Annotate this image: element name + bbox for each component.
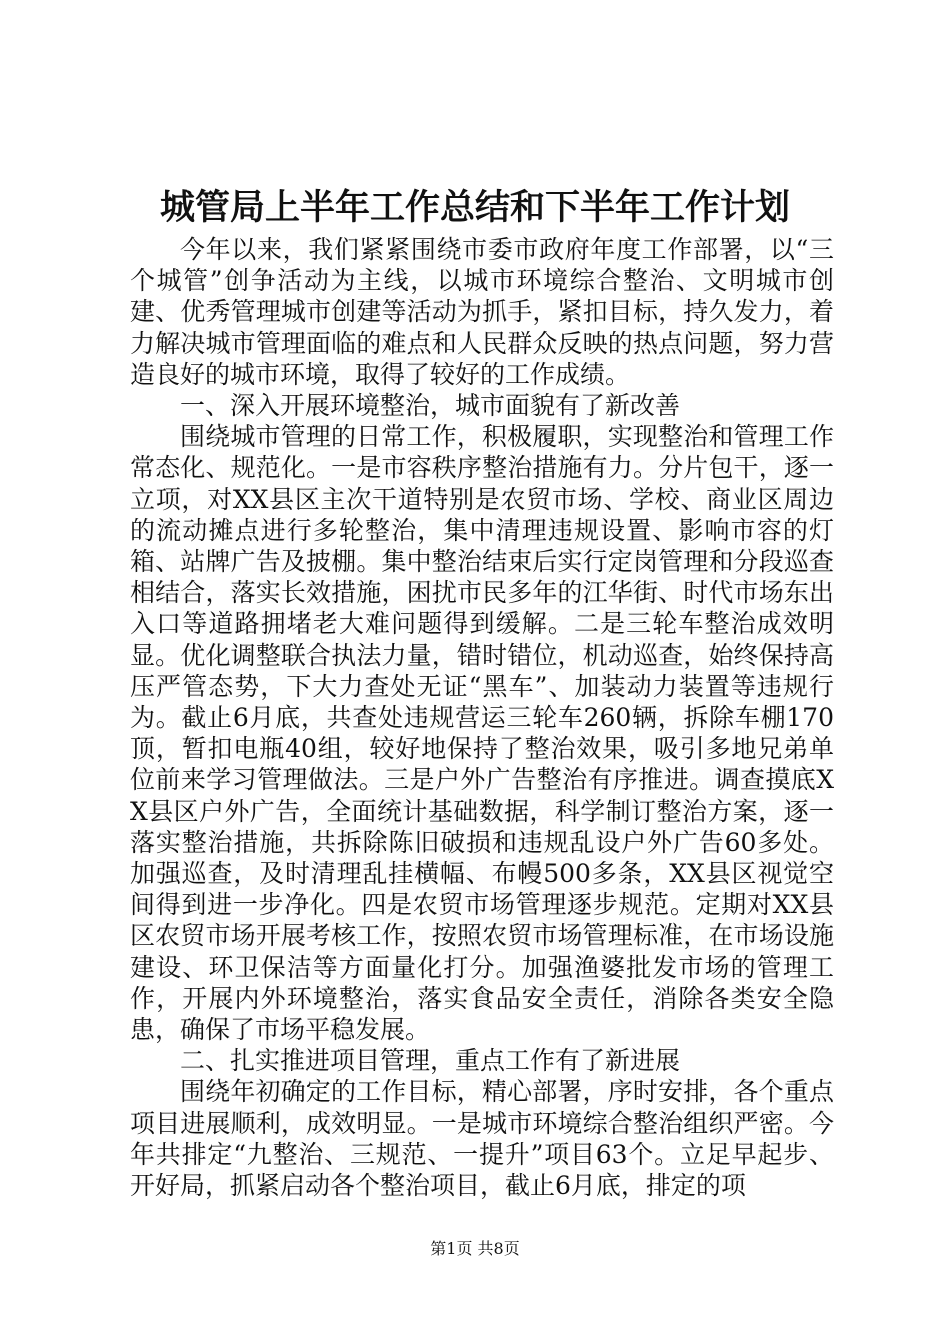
document-title: 城管局上半年工作总结和下半年工作计划 [159,187,790,228]
document-body [130,234,834,1201]
section-heading-2: 二、扎实推进项目管理，重点工作有了新进展 [180,1046,681,1076]
section-2-paragraph: 围绕年初确定的工作目标，精心部署，序时安排，各个重点项目进展顺利，成效明显。一是城市环境综合整治组织严密。今年共排定“九整治、三规范、一提升”项目63个。立足早起步、开好局，抓紧启动各个整治项目，截止6月底，排定的项 [130,1077,834,1201]
intro-paragraph: 今年以来，我们紧紧围绕市委市政府年度工作部署，以“三个城管”创争活动为主线，以城市环境综合整治、文明城市创建、优秀管理城市创建等活动为抓手，紧扣目标，持久发力，着力解决城市管理面临的难点和人民群众反映的热点问题，努力营造良好的城市环境，取得了较好的工作成绩。 [130,235,834,389]
page-footer: 第1页 共8页 [430,1239,520,1258]
section-heading-1: 一、深入开展环境整治，城市面貌有了新改善 [180,391,681,421]
section-1-paragraph: 围绕城市管理的日常工作，积极履职，实现整治和管理工作常态化、规范化。一是市容秩序整治措施有力。分片包干，逐一立项，对XX县区主次干道特别是农贸市场、学校、商业区周边的流动摊点进行多轮整治，集中清理违规设置、影响市容的灯箱、站牌广告及披棚。集中整治结束后实行定岗管理和分段巡查相结合，落实长效措施，困扰市民多年的江华街、时代市场东出入口等道路拥堵老大难问题得到缓解。二是三轮车整治成效明显。优化调整联合执法力量，错时错位，机动巡查，始终保持高压严管态势，下大力查处无证“黑车”、加装动力装置等违规行为。截止6月底，共查处违规营运三轮车260辆，拆除车棚170顶，暂扣电瓶40组，较好地保持了整治效果，吸引多地兄弟单位前来学习管理做法。三是户外广告整治有序推进。调查摸底XX县区户外广告，全面统计基础数据，科学制订整治方案，逐一落实整治措施，共拆除陈旧破损和违规乱设户外广告60多处。加强巡查，及时清理乱挂横幅、布幔500多条，XX县区视觉空间得到进一步净化。四是农贸市场管理逐步规范。定期对XX县区农贸市场开展考核工作，按照农贸市场管理标准，在市场设施建设、环卫保洁等方面量化打分。加强渔婆批发市场的管理工作，开展内外环境整治，落实食品安全责任，消除各类安全隐患，确保了市场平稳发展。 [130,422,834,1045]
